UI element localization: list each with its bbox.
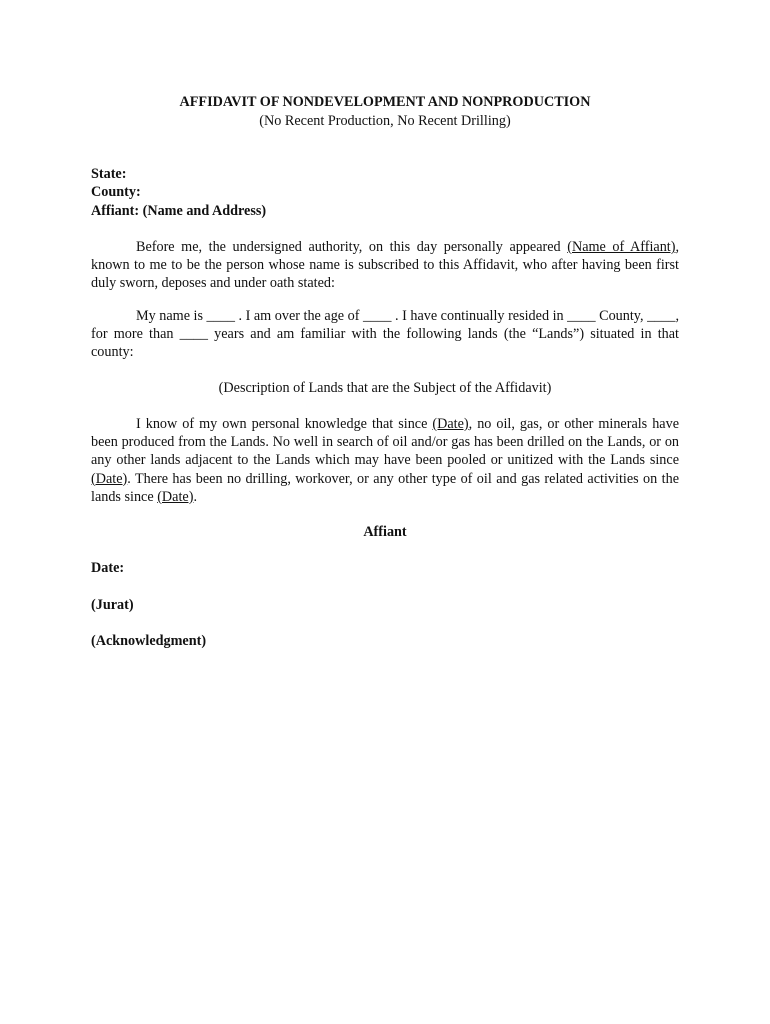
- knowledge-text-4: .: [193, 488, 197, 505]
- knowledge-paragraph: [91, 415, 679, 506]
- intro-text-after: , known to me to be the person whose name is subscribed to this Affidavit, who after having been first duly sworn, deposes and under oath stated:: [91, 239, 680, 292]
- document-subtitle: (No Recent Production, No Recent Drilling): [259, 113, 511, 129]
- lands-description: (Description of Lands that are the Subject of the Affidavit): [218, 380, 552, 396]
- affiant-signature-label: Affiant: [363, 524, 407, 540]
- jurat-label: (Jurat): [91, 597, 134, 613]
- residence-paragraph: My name is ____ . I am over the age of ____ . I have continually resided in ____ County, ____, for more than ____ years and am familiar with the following lands (the “Lands”) situated in that county:: [91, 308, 679, 361]
- state-label: State:: [91, 166, 127, 182]
- date-label: Date:: [91, 560, 125, 576]
- knowledge-text-2: , no oil, gas, or other minerals have been produced from the Lands. No well in search of oil and/or gas has been drilled on the Lands, or on any other lands adjacent to the Lands which may have been pooled or unitized with the Lands since: [91, 416, 679, 469]
- affiant-name-field: (Name of Affiant): [567, 239, 676, 255]
- knowledge-text-3: . There has been no drilling, workover, or any other type of oil and gas related activities on the lands since: [91, 470, 679, 505]
- intro-text-before: Before me, the undersigned authority, on this day personally appeared: [136, 239, 568, 255]
- knowledge-text-1: I know of my own personal knowledge that since: [136, 416, 433, 432]
- date-field-2: (Date): [91, 470, 128, 487]
- affiant-label: Affiant: (Name and Address): [91, 203, 267, 219]
- document-title: AFFIDAVIT OF NONDEVELOPMENT AND NONPRODUCTION: [179, 94, 591, 110]
- date-field-1: (Date): [432, 416, 469, 432]
- acknowledgment-label: (Acknowledgment): [91, 633, 207, 649]
- date-field-3: (Date): [157, 488, 194, 505]
- county-label: County:: [91, 184, 141, 200]
- intro-paragraph: [91, 238, 679, 293]
